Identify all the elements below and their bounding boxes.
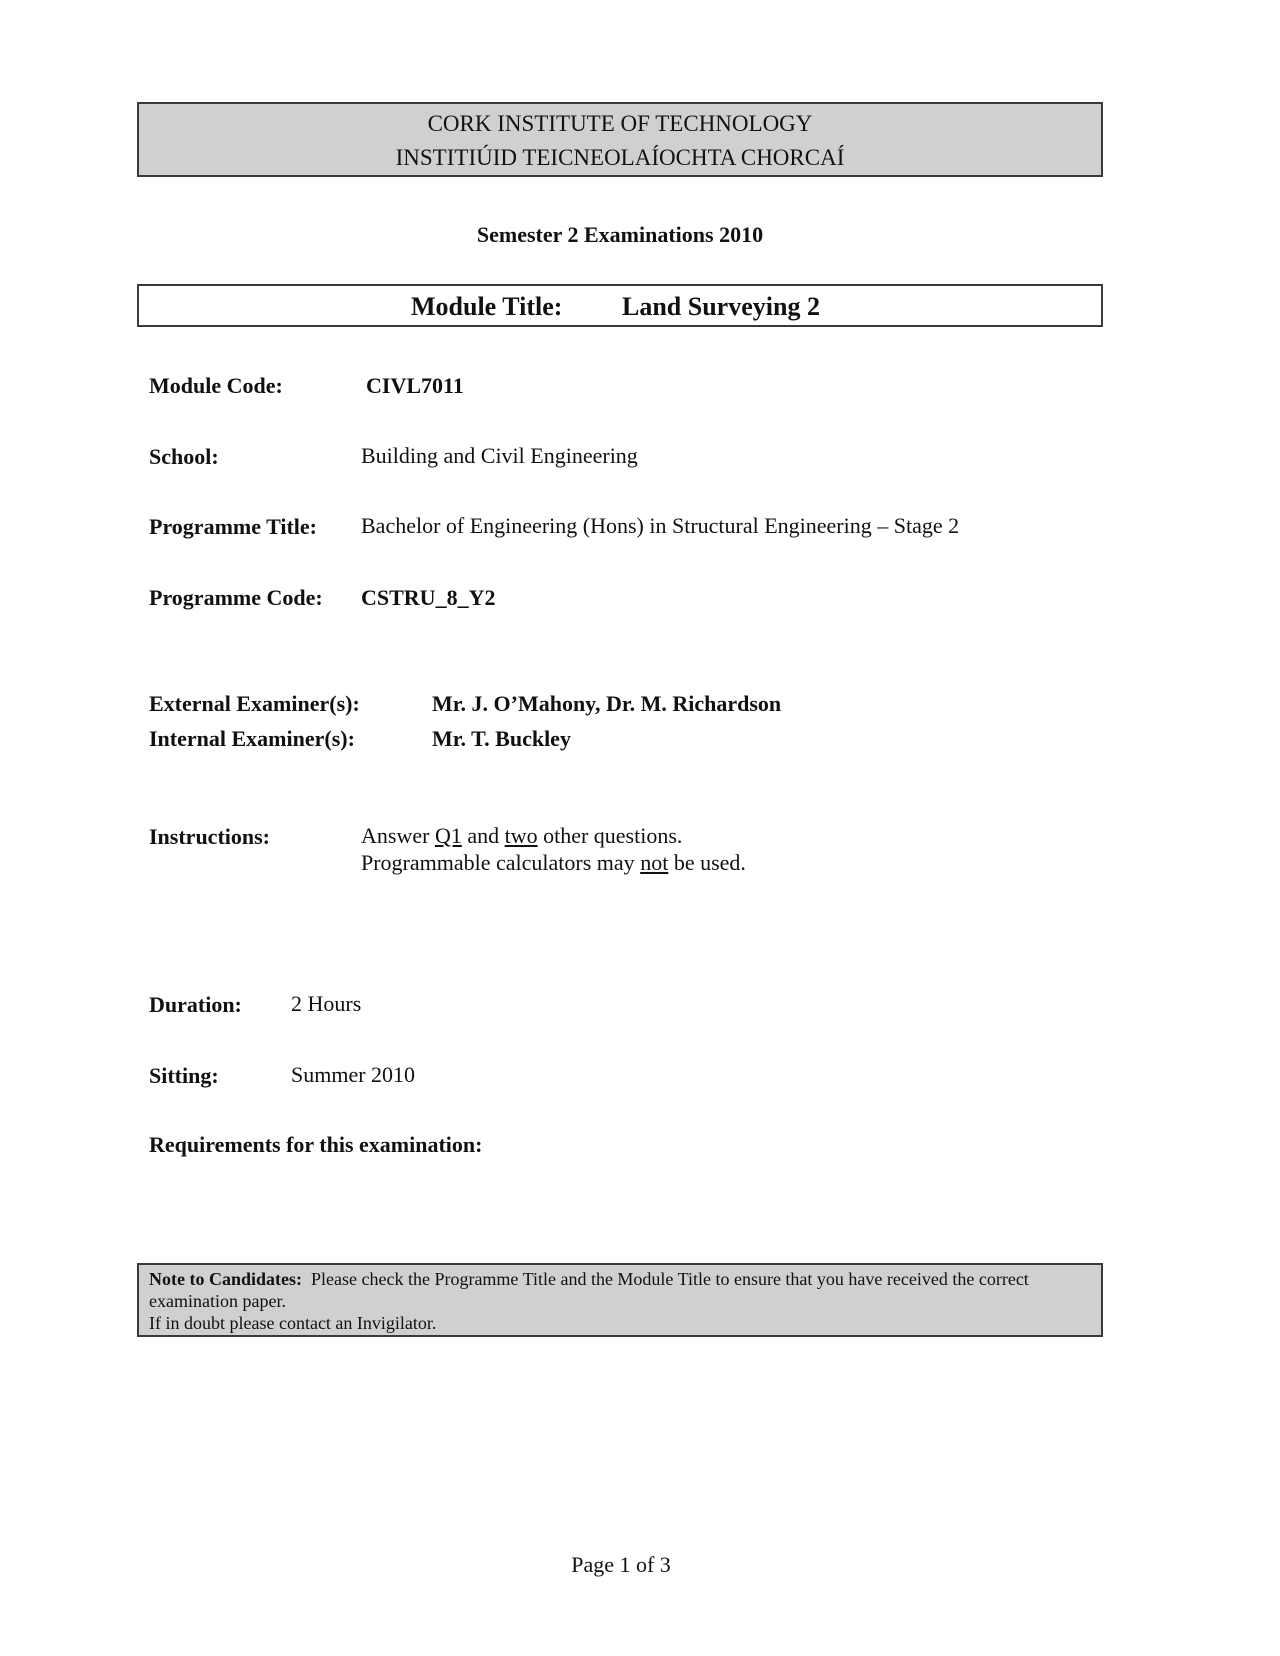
requirements-label: Requirements for this examination: <box>149 1132 483 1157</box>
institution-name-en: CORK INSTITUTE OF TECHNOLOGY <box>427 111 813 136</box>
internal-examiners-value: Mr. T. Buckley <box>432 726 571 751</box>
duration-value: 2 Hours <box>291 991 362 1016</box>
note-text-1: Please check the Programme Title and the Module Title to ensure that you have received the correct examination paper. <box>149 1269 1029 1311</box>
module-title-box <box>137 284 1103 327</box>
programme-title-label: Programme Title: <box>149 514 318 539</box>
instructions-line-1-part-3: other questions. <box>537 823 683 848</box>
programme-code-value: CSTRU_8_Y2 <box>361 585 496 610</box>
internal-examiners-label: Internal Examiner(s): <box>149 726 355 751</box>
institution-header <box>137 102 1103 177</box>
instructions-line-2-part-2: be used. <box>668 850 746 875</box>
external-examiners-value: Mr. J. O’Mahony, Dr. M. Richardson <box>432 691 782 716</box>
module-title-value: Land Surveying 2 <box>622 292 820 321</box>
instructions-line-1 <box>361 823 682 849</box>
instructions-line-2 <box>361 850 746 876</box>
module-code-value: CIVL7011 <box>366 373 464 398</box>
exam-title: Semester 2 Examinations 2010 <box>476 222 764 247</box>
module-code-label: Module Code: <box>149 373 283 398</box>
sitting-label: Sitting: <box>149 1063 219 1088</box>
programme-code-label: Programme Code: <box>149 585 323 610</box>
duration-label: Duration: <box>149 992 242 1017</box>
school-label: School: <box>149 444 219 469</box>
note-paragraph <box>149 1268 1091 1312</box>
instructions-line-1-underline-2: two <box>504 823 538 848</box>
note-label: Note to Candidates: <box>149 1269 302 1289</box>
module-title-label: Module Title: <box>411 292 563 321</box>
note-to-candidates-box <box>137 1263 1103 1337</box>
programme-title-value: Bachelor of Engineering (Hons) in Structural Engineering – Stage 2 <box>361 513 960 538</box>
note-text-2: If in doubt please contact an Invigilator. <box>149 1313 437 1333</box>
external-examiners-label: External Examiner(s): <box>149 691 360 716</box>
sitting-value: Summer 2010 <box>291 1062 416 1087</box>
school-value: Building and Civil Engineering <box>361 443 638 468</box>
instructions-line-1-part-1: Answer <box>361 823 435 848</box>
institution-name-ga: INSTITIÚID TEICNEOLAÍOCHTA CHORCAÍ <box>395 145 845 170</box>
instructions-line-1-underline-1: Q1 <box>434 823 462 848</box>
instructions-line-1-part-2: and <box>461 823 505 848</box>
instructions-line-2-part-1: Programmable calculators may <box>361 850 641 875</box>
instructions-label: Instructions: <box>149 824 271 849</box>
instructions-line-2-underline-1: not <box>640 850 669 875</box>
page-number: Page 1 of 3 <box>571 1552 671 1577</box>
